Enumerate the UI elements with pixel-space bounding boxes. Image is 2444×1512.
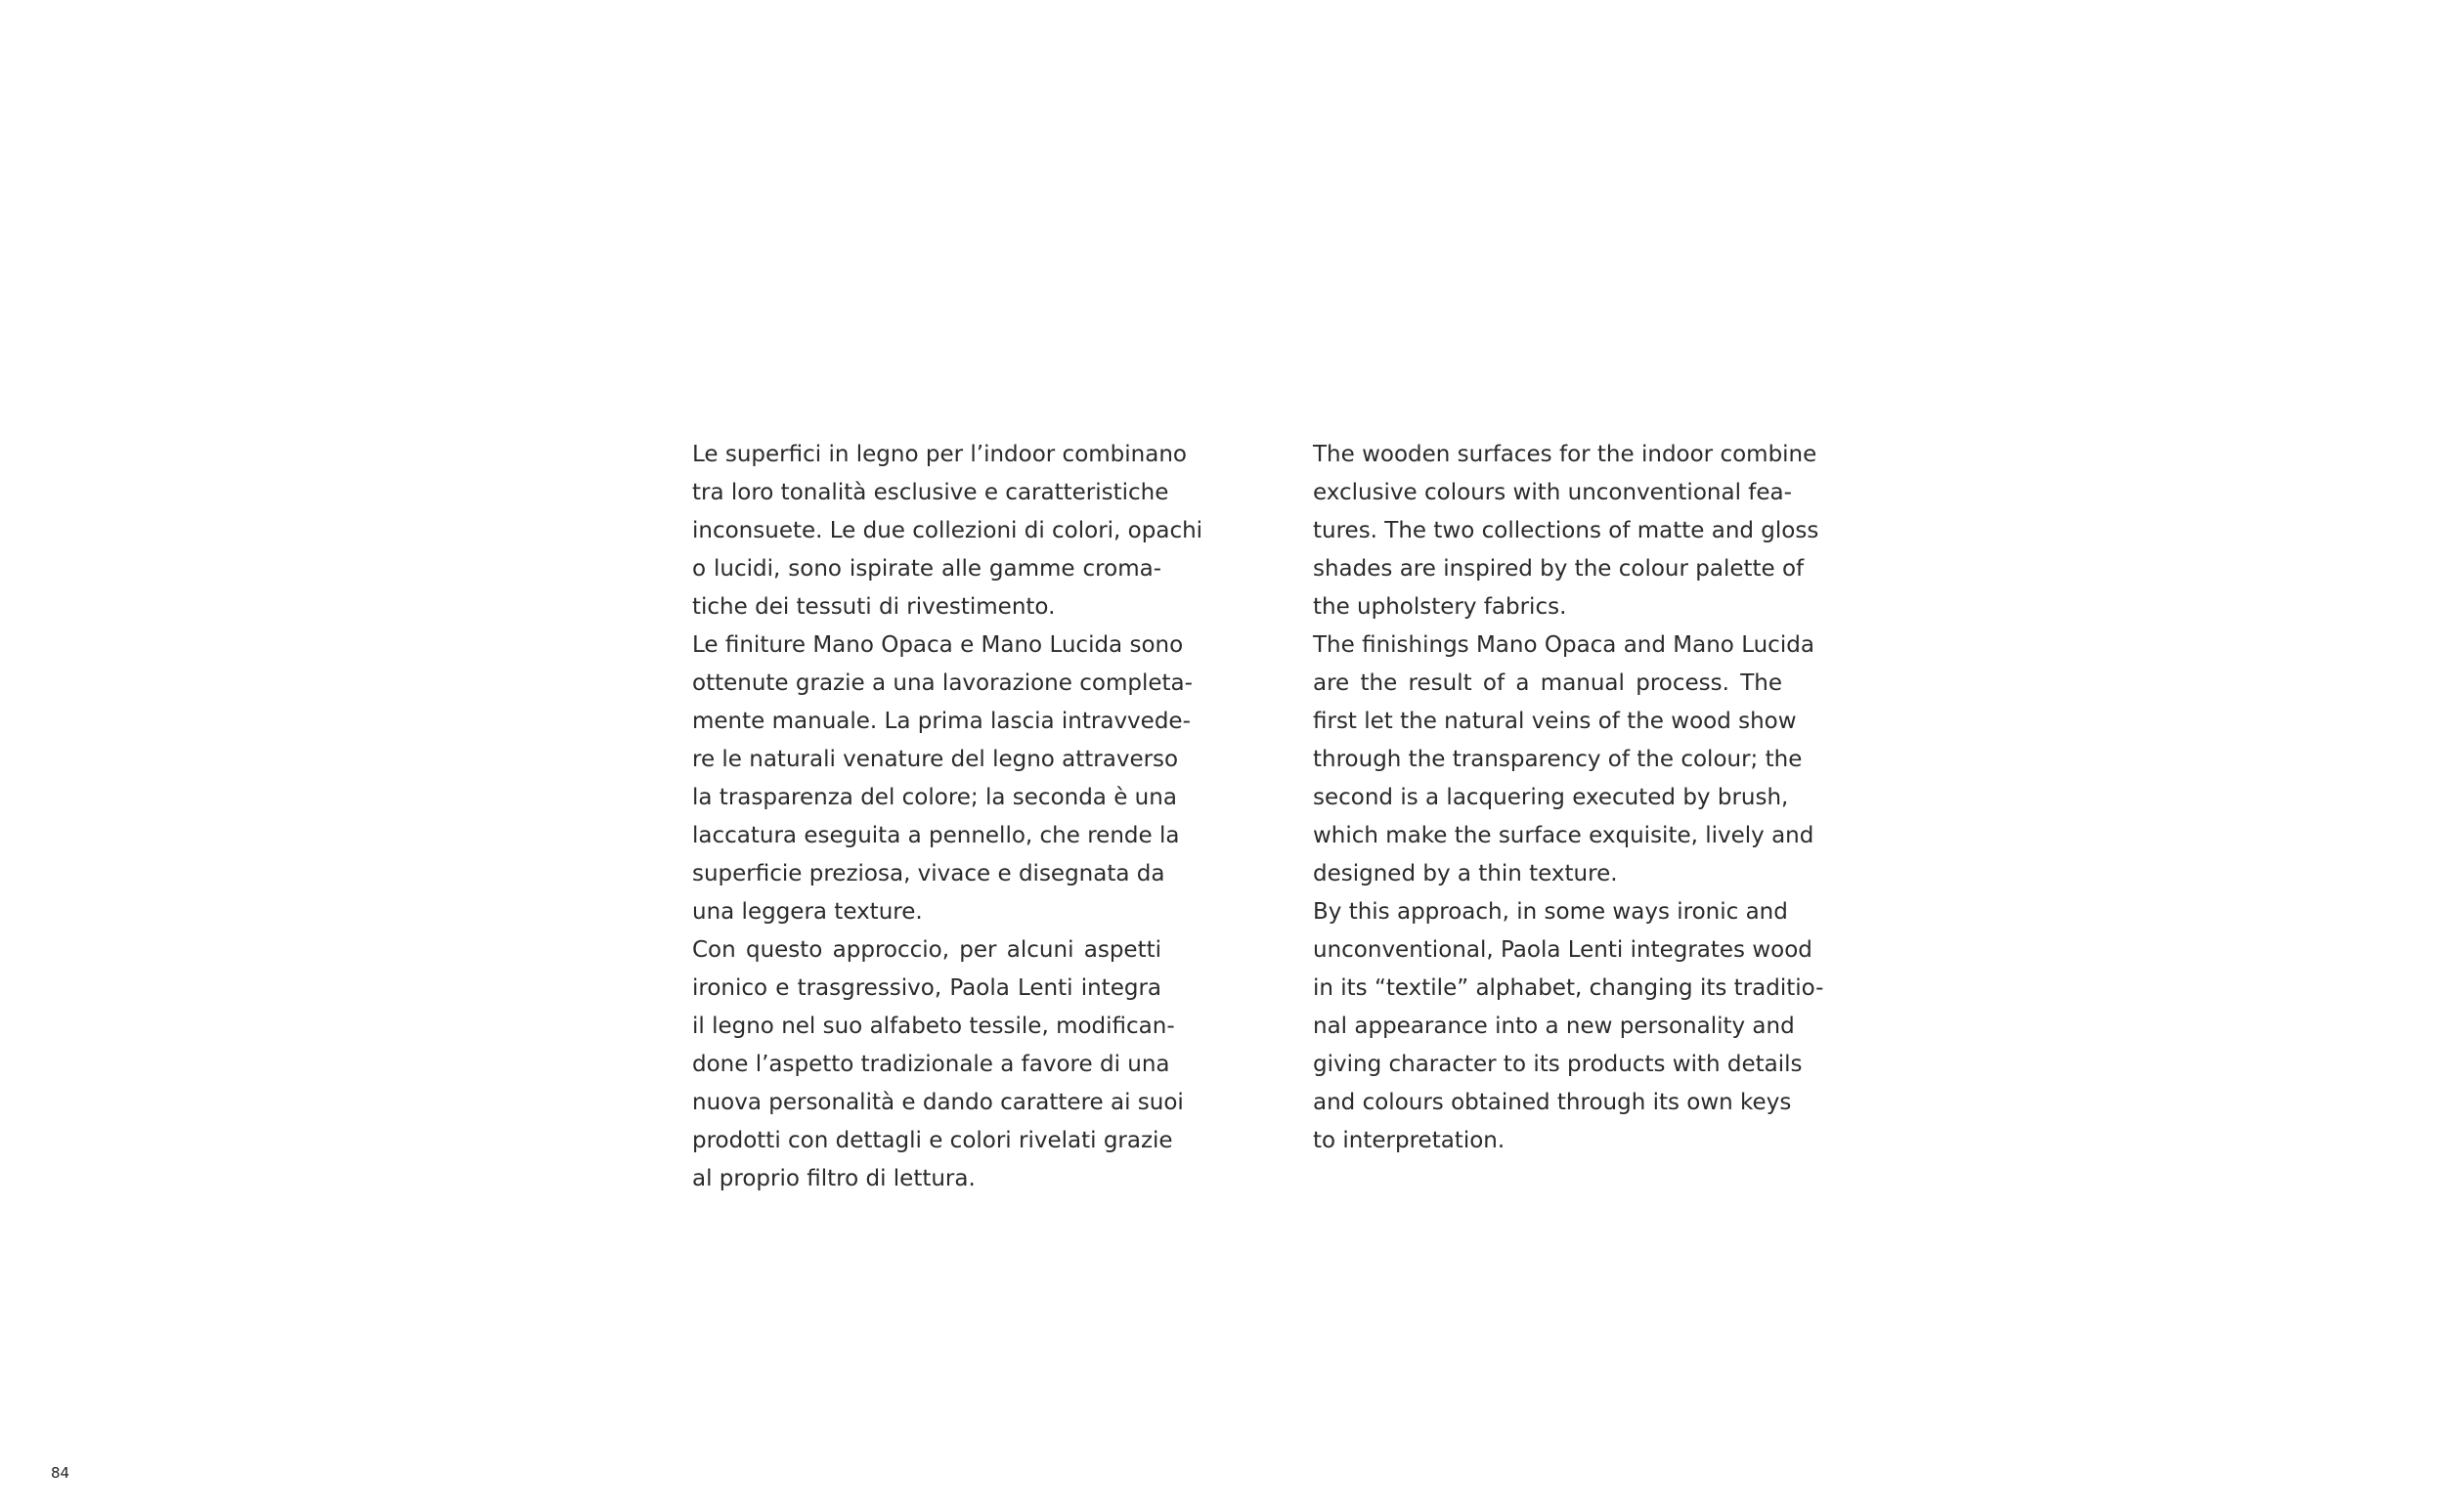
text-line: in its “textile” alphabet, changing its traditio- bbox=[1313, 975, 1824, 1001]
text-line: shades are inspired by the colour palette of bbox=[1313, 556, 1805, 582]
text-line: through the transparency of the colour; the bbox=[1313, 747, 1803, 772]
italian-text-column bbox=[692, 436, 1203, 1198]
text-line: exclusive colours with unconventional fea- bbox=[1313, 480, 1792, 505]
italian-paragraph-1 bbox=[692, 436, 1203, 626]
text-line: superficie preziosa, vivace e disegnata da bbox=[692, 861, 1165, 886]
text-line: are the result of a manual process. The bbox=[1313, 670, 1782, 696]
text-line: la trasparenza del colore; la seconda è una bbox=[692, 785, 1177, 810]
page-number: 84 bbox=[51, 1464, 70, 1482]
english-paragraph-1 bbox=[1313, 436, 1819, 626]
text-line: the upholstery fabrics. bbox=[1313, 594, 1567, 620]
text-line: mente manuale. La prima lascia intravvede- bbox=[692, 709, 1191, 734]
text-line: designed by a thin texture. bbox=[1313, 861, 1618, 886]
text-line: Le finiture Mano Opaca e Mano Lucida sono bbox=[692, 632, 1184, 658]
text-line: nal appearance into a new personality and bbox=[1313, 1014, 1795, 1039]
text-line: first let the natural veins of the wood show bbox=[1313, 709, 1797, 734]
text-line: al proprio filtro di lettura. bbox=[692, 1166, 976, 1191]
text-line: done l’aspetto tradizionale a favore di una bbox=[692, 1052, 1170, 1077]
text-line: o lucidi, sono ispirate alle gamme croma- bbox=[692, 556, 1161, 582]
text-line: una leggera texture. bbox=[692, 899, 923, 925]
text-line: Le superfici in legno per l’indoor combinano bbox=[692, 442, 1187, 467]
text-line: il legno nel suo alfabeto tessile, modifican- bbox=[692, 1014, 1175, 1039]
text-line: which make the surface exquisite, lively and bbox=[1313, 823, 1814, 848]
italian-paragraph-3 bbox=[692, 931, 1184, 1198]
text-line: to interpretation. bbox=[1313, 1128, 1506, 1153]
italian-paragraph-2 bbox=[692, 626, 1193, 931]
text-line: and colours obtained through its own keys bbox=[1313, 1090, 1792, 1115]
text-line: The wooden surfaces for the indoor combine bbox=[1313, 442, 1817, 467]
text-line: laccatura eseguita a pennello, che rende la bbox=[692, 823, 1180, 848]
text-line: ironico e trasgressivo, Paola Lenti integra bbox=[692, 975, 1161, 1001]
text-line: unconventional, Paola Lenti integrates wood bbox=[1313, 937, 1812, 963]
text-line: tra loro tonalità esclusive e caratteristiche bbox=[692, 480, 1169, 505]
text-line: re le naturali venature del legno attraverso bbox=[692, 747, 1179, 772]
text-line: nuova personalità e dando carattere ai suoi bbox=[692, 1090, 1184, 1115]
text-line: tures. The two collections of matte and gloss bbox=[1313, 518, 1819, 543]
text-line: The finishings Mano Opaca and Mano Lucida bbox=[1313, 632, 1814, 658]
text-line: inconsuete. Le due collezioni di colori, opachi bbox=[692, 518, 1203, 543]
text-line: giving character to its products with details bbox=[1313, 1052, 1803, 1077]
text-line: second is a lacquering executed by brush, bbox=[1313, 785, 1789, 810]
english-paragraph-2 bbox=[1313, 626, 1814, 893]
english-text-column bbox=[1313, 436, 1824, 1160]
text-line: ottenute grazie a una lavorazione completa- bbox=[692, 670, 1193, 696]
text-line: By this approach, in some ways ironic and bbox=[1313, 899, 1788, 925]
english-paragraph-3 bbox=[1313, 893, 1824, 1160]
text-line: Con questo approccio, per alcuni aspetti bbox=[692, 937, 1161, 963]
text-line: tiche dei tessuti di rivestimento. bbox=[692, 594, 1056, 620]
text-line: prodotti con dettagli e colori rivelati grazie bbox=[692, 1128, 1173, 1153]
